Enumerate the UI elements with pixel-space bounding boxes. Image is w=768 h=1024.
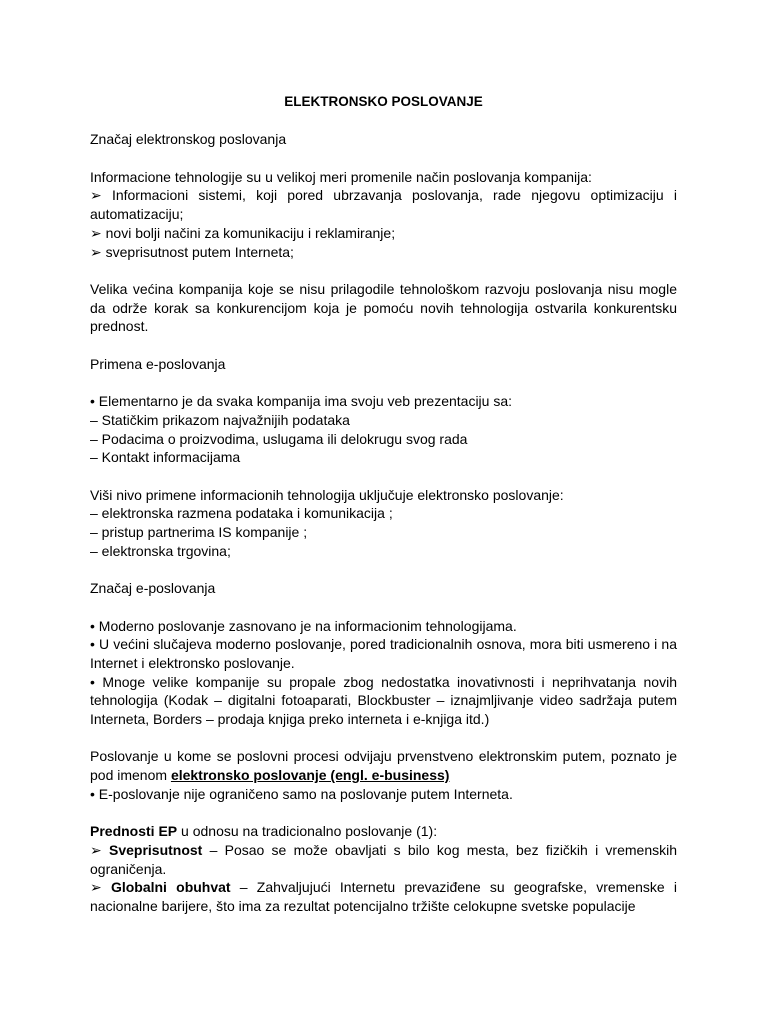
list-item: – elektronska razmena podataka i komunikacija ; xyxy=(90,505,393,522)
list-item: ➢ Informacioni sistemi, koji pored ubrzavanja poslovanja, rade njegovu optimizaciju i automatizaciju; xyxy=(90,187,677,223)
paragraph: • Elementarno je da svaka kompanija ima svoju veb prezentaciju sa: xyxy=(90,393,513,410)
list-item: ➢ sveprisutnost putem Interneta; xyxy=(90,243,294,260)
list-item: – pristup partnerima IS kompanije ; xyxy=(90,524,308,541)
list-item: • Mnoge velike kompanije su propale zbog nedostatka inovativnosti i neprihvatanja novih tehnologija (Kodak – digitalni fotoaparati, Blockbuster – iznajmljivanje video sadržaja putem Interneta, Borders – prodaja knjiga preko interneta i e-knjiga itd.) xyxy=(90,673,677,728)
list-marker: ➢ xyxy=(90,841,109,858)
paragraph: Informacione tehnologije su u velikoj meri promenile način poslovanja kompanija: xyxy=(90,168,592,185)
section-heading: Značaj elektronskog poslovanja xyxy=(90,131,287,148)
paragraph-text: u odnosu na tradicionalno poslovanje (1): xyxy=(177,823,438,840)
list-item: – elektronska trgovina; xyxy=(90,542,231,559)
list-item: – Statičkim prikazom najvažnijih podataka xyxy=(90,411,350,428)
bold-term: Globalni obuhvat xyxy=(110,879,231,896)
section-heading: Značaj e-poslovanja xyxy=(90,580,216,597)
bold-term: elektronsko poslovanje (engl. e-business) xyxy=(170,767,450,784)
paragraph xyxy=(90,747,677,784)
paragraph: Viši nivo primene informacionih tehnologija uključuje elektronsko poslovanje: xyxy=(90,486,564,503)
document-page xyxy=(90,93,677,916)
list-item: • U većini slučajeva moderno poslovanje, pored tradicionalnih osnova, mora biti usmereno i na Internet i elektronsko poslovanje. xyxy=(90,636,677,671)
paragraph-text: – Posao se može obavljati s bilo kog mesta, bez fizičkih i vremenskih ograničenja. xyxy=(90,841,677,877)
section-heading: Primena e-poslovanja xyxy=(90,355,226,372)
list-item: ➢ novi bolji načini za komunikaciju i reklamiranje; xyxy=(90,224,396,241)
bold-term: Prednosti EP xyxy=(90,823,178,840)
paragraph xyxy=(90,822,677,841)
list-item xyxy=(90,878,677,915)
paragraph: Velika većina kompanija koje se nisu prilagodile tehnološkom razvoju poslovanja nisu mogle da održe korak sa konkurencijom koja je pomoću novih tehnologija ostvarila konkurentsku prednost. xyxy=(90,280,677,335)
list-marker: ➢ xyxy=(90,879,111,896)
paragraph-text: – Zahvaljujući Internetu prevaziđene su geografske, vremenske i nacionalne barijere, što ima za rezultat potencijalno tržište celokupne svetske populacije xyxy=(90,879,677,915)
document-title: ELEKTRONSKO POSLOVANJE xyxy=(284,94,483,109)
list-item xyxy=(90,841,677,878)
list-item: • E-poslovanje nije ograničeno samo na poslovanje putem Interneta. xyxy=(90,785,513,802)
list-item: – Kontakt informacijama xyxy=(90,449,241,466)
list-item: • Moderno poslovanje zasnovano je na informacionim tehnologijama. xyxy=(90,617,517,634)
bold-term: Sveprisutnost xyxy=(108,841,203,858)
paragraph-text: Poslovanje u kome se poslovni procesi odvijaju prvenstveno elektronskim putem, poznato je pod imenom xyxy=(90,748,677,784)
list-item: – Podacima o proizvodima, uslugama ili delokrugu svog rada xyxy=(90,430,468,447)
